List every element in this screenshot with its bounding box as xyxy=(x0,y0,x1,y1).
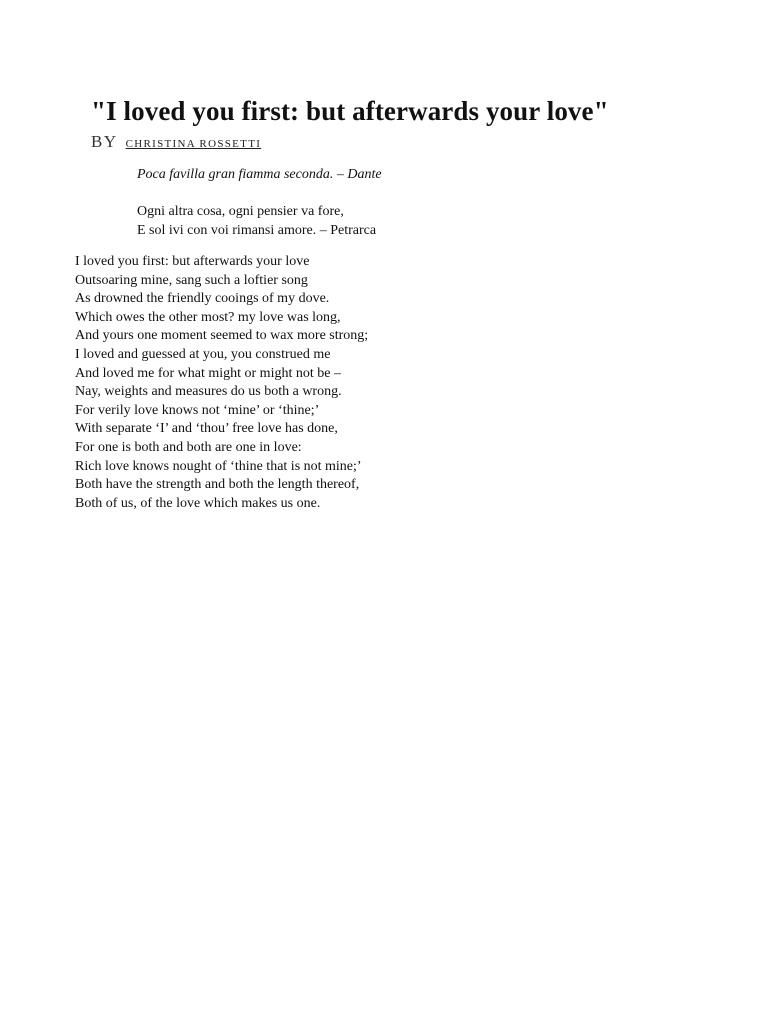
epigraph-petrarca xyxy=(137,202,376,240)
by-label: BY xyxy=(91,132,118,151)
author-link[interactable]: CHRISTINA ROSSETTI xyxy=(125,138,262,150)
poem-line: Both have the strength and both the length thereof, xyxy=(75,477,360,493)
poem-line: For one is both and both are one in love: xyxy=(75,439,302,455)
poem-line: Nay, weights and measures do us both a wrong. xyxy=(75,384,342,400)
byline xyxy=(91,132,261,154)
poem-line: With separate ‘I’ and ‘thou’ free love has done, xyxy=(75,421,338,437)
poem-line: Outsoaring mine, sang such a loftier song xyxy=(75,272,308,288)
poem-title: "I loved you first: but afterwards your love" xyxy=(91,96,609,126)
poem-line: I loved you first: but afterwards your love xyxy=(75,254,310,269)
poem-line: Which owes the other most? my love was long, xyxy=(75,309,341,325)
epigraph-line: Ogni altra cosa, ogni pensier va fore, xyxy=(137,204,344,219)
poem-line: Rich love knows nought of ‘thine that is not mine;’ xyxy=(75,458,362,474)
poem-line: And yours one moment seemed to wax more strong; xyxy=(75,328,369,344)
poem-body xyxy=(75,253,368,513)
epigraph-line: Poca favilla gran fiamma seconda. – Dante xyxy=(137,167,382,182)
poem-line: I loved and guessed at you, you construed me xyxy=(75,346,331,362)
poem-line: For verily love knows not ‘mine’ or ‘thine;’ xyxy=(75,402,320,418)
poem-line: And loved me for what might or might not be – xyxy=(75,365,341,381)
poem-line: Both of us, of the love which makes us one. xyxy=(75,495,321,511)
epigraph-line: E sol ivi con voi rimansi amore. – Petrarca xyxy=(137,223,377,238)
poem-line: As drowned the friendly cooings of my dove. xyxy=(75,291,330,307)
epigraph-dante xyxy=(137,165,382,184)
